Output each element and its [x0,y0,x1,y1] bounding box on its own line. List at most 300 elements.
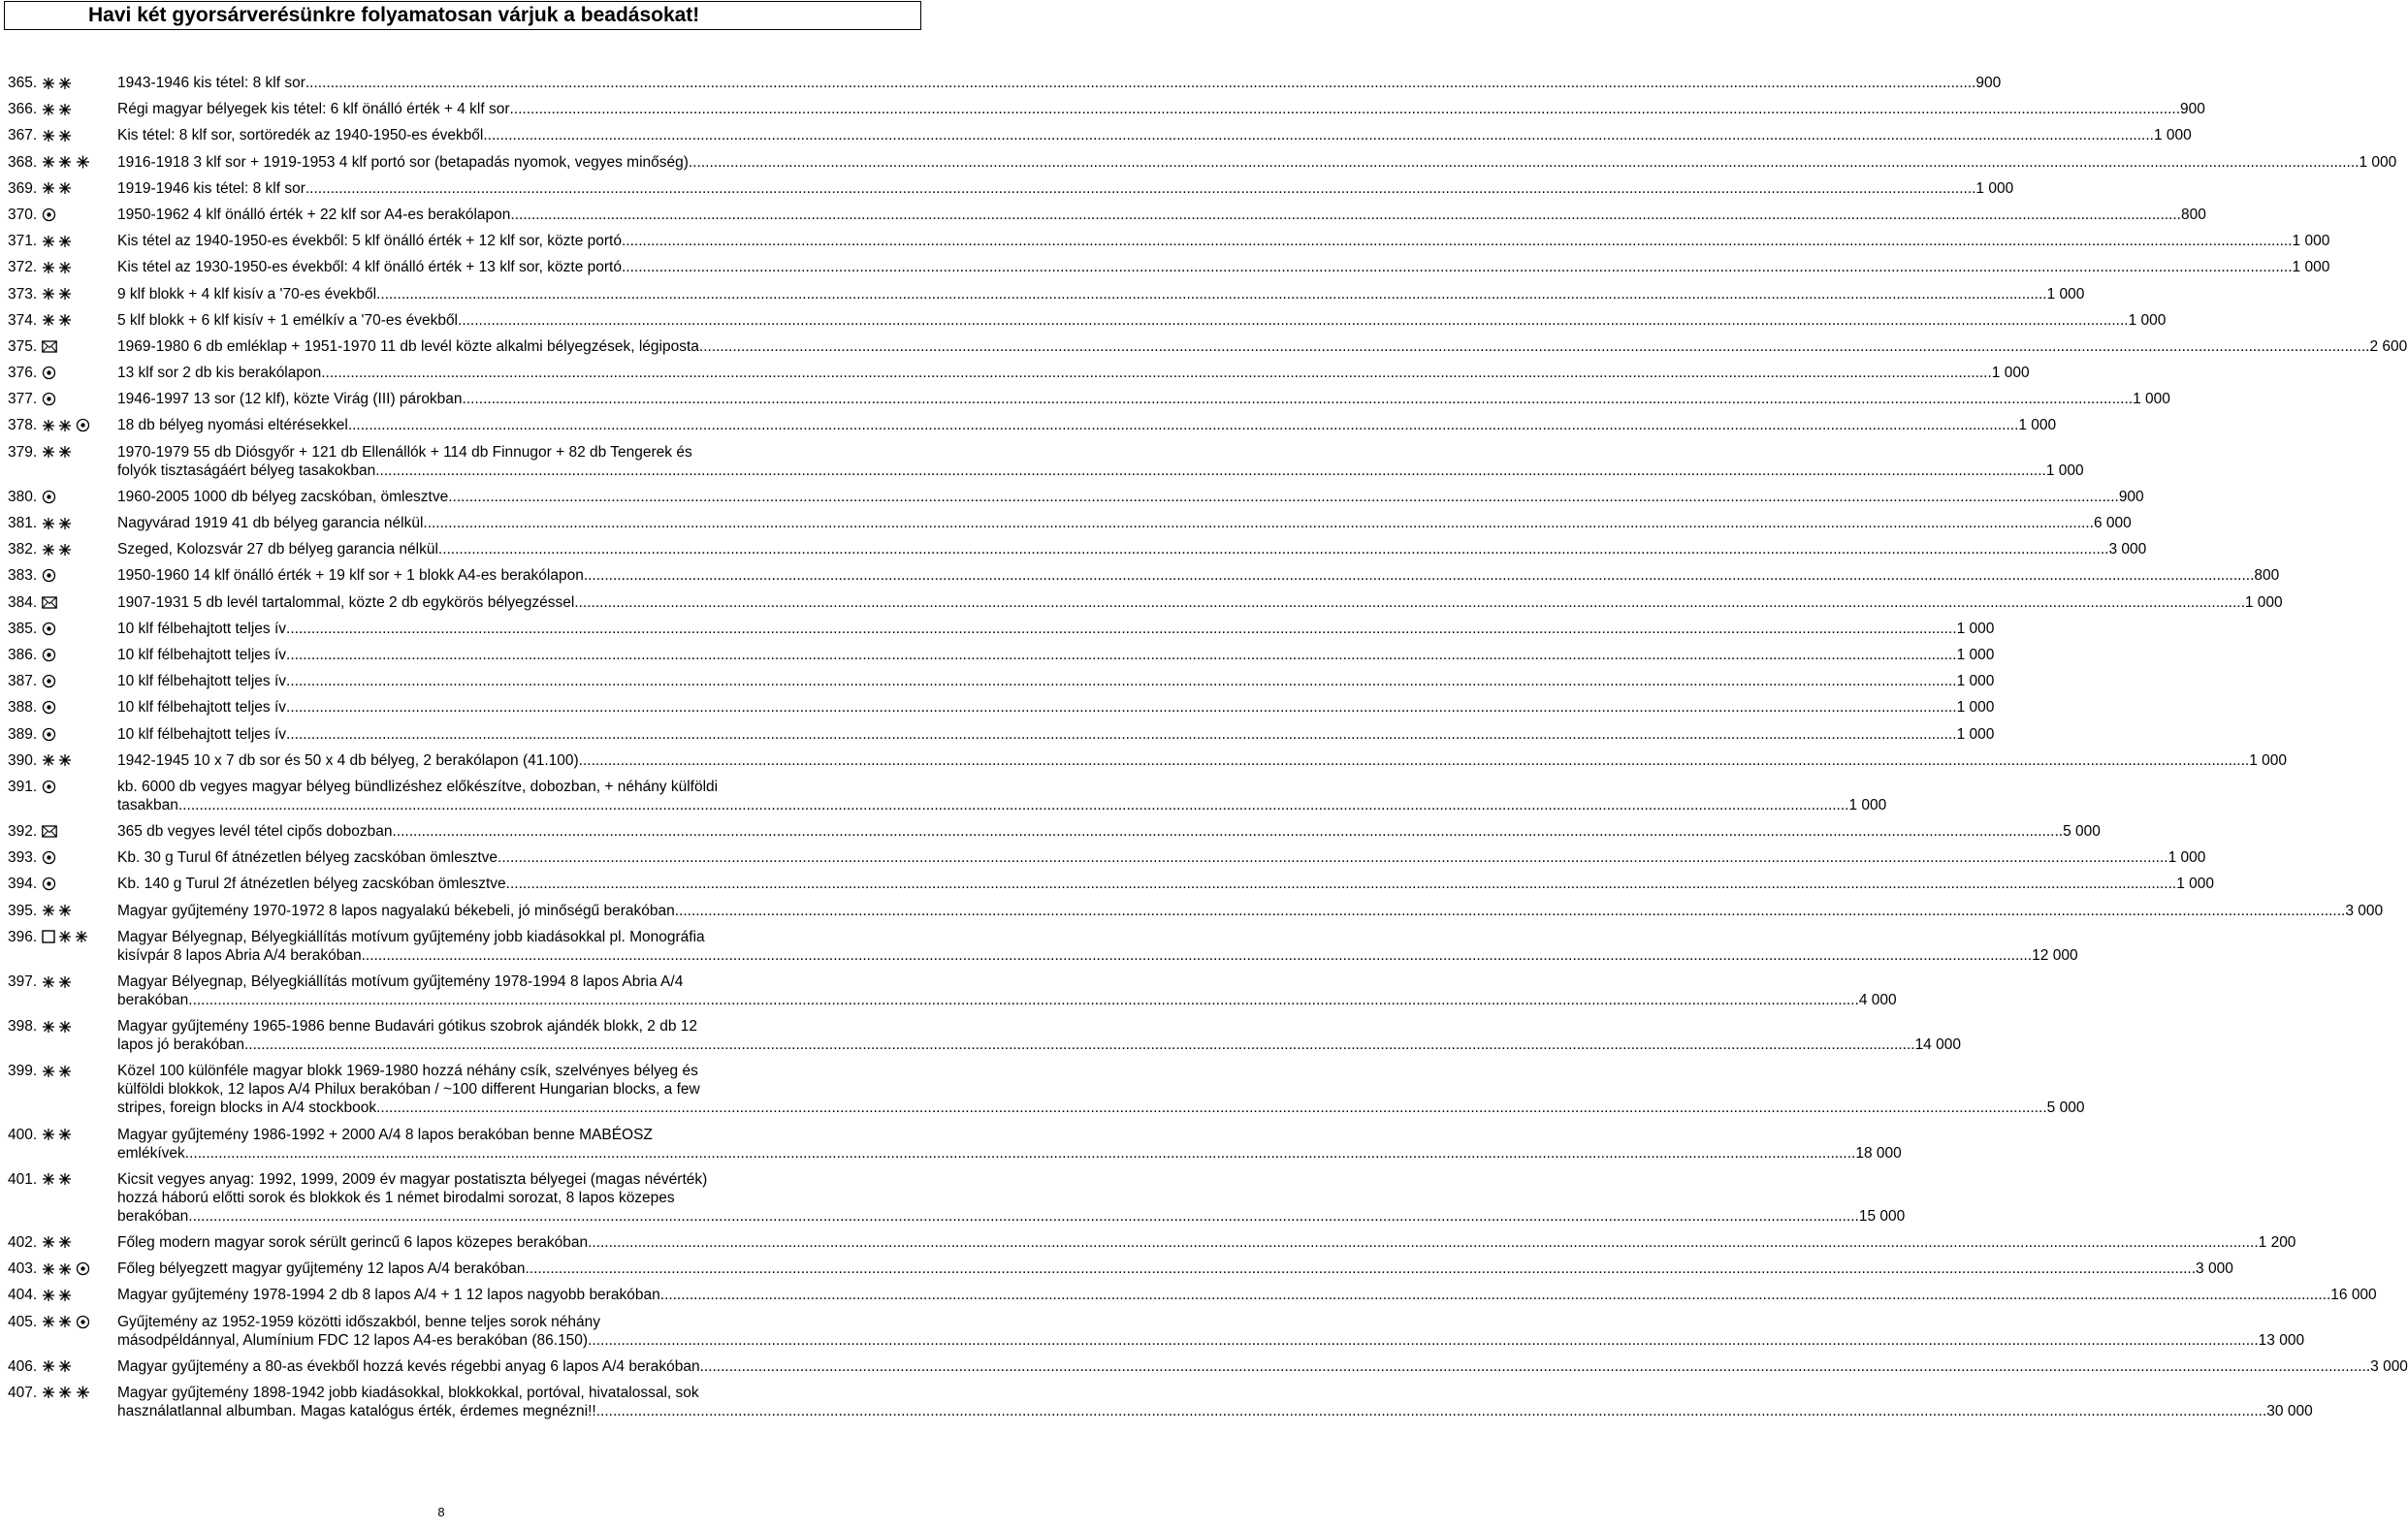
lot-item [0,1233,2296,1252]
lot-item [0,593,2283,612]
mint-hinged-icon [42,129,76,143]
lot-item [0,540,2147,558]
lot-description-line: Közel 100 különféle magyar blokk 1969-1980 hozzá néhány csík, szelvényes bélyeg és [117,1063,698,1080]
lot-description-text: 10 klf félbehajtott teljes ív [117,725,287,743]
lot-description-line: Magyar Bélyegnap, Bélyegkiállítás motívum gyűjtemény jobb kiadásokkal pl. Monográfia [117,928,705,945]
lot-condition-icons [42,1064,76,1078]
lot-item [0,1357,2408,1376]
dot-leader: ................................................................................................................................................................................................................................................................................................................................................................................................................ [510,206,2181,223]
lot-description [117,972,1897,1009]
lot-description-text: használatlannal albumban. Magas katalógus érték, érdemes megnézni!! [117,1402,596,1419]
lot-item [0,1126,1902,1163]
lot-description-line: 1970-1979 55 db Diósgyőr + 121 db Ellenállók + 114 db Finnugor + 82 db Tengerek és [117,443,692,461]
lot-number: 396. [8,928,38,945]
lot-description-text: 13 klf sor 2 db kis berakólapon [117,365,322,382]
lot-number: 379. [8,443,38,461]
lot-condition-icons [42,648,59,662]
lot-condition-icons [42,1315,93,1329]
lot-number: 392. [8,823,38,841]
lot-item [0,1313,2305,1350]
lot-description-line [117,153,2397,172]
lot-description-line [117,390,2170,408]
lot-description-text: Főleg bélyegzett magyar gyűjtemény 12 lapos A/4 berakóban [117,1260,526,1278]
lot-description-line [117,566,2280,585]
lot-description-line [117,100,2205,118]
mint-hinged-icon [42,103,76,116]
lot-number: 395. [8,902,38,919]
lot-description-line [117,1233,2296,1252]
lot-price: 16 000 [2330,1287,2377,1304]
lot-description-text: berakóban [117,1207,189,1225]
lot-description [117,672,1995,690]
lot-description [117,1170,1906,1226]
lot-description-text: Kis tétel az 1940-1950-es évekből: 5 klf önálló érték + 12 klf sor, közte portó [117,233,622,250]
lot-description-line [117,1144,1902,1163]
lot-description-text: 1969-1980 6 db emléklap + 1951-1970 11 db levél közte alkalmi bélyegzések, légiposta [117,337,699,355]
lot-price: 1 000 [2153,127,2192,144]
lot-price: 800 [2180,206,2206,223]
lot-condition-icons [42,727,59,742]
used-icon [42,490,59,504]
lot-item [0,822,2101,841]
used-icon [42,366,59,380]
dot-leader: ................................................................................................................................................................................................................................................................................................................................................................................................................ [483,127,2154,144]
dot-leader: ................................................................................................................................................................................................................................................................................................................................................................................................................ [376,285,2047,303]
lot-number: 402. [8,1233,38,1251]
lot-price: 12 000 [2032,946,2078,964]
lot-description [117,153,2397,172]
lot-description-line [117,1357,2408,1376]
mint-hinged-icon [42,1065,76,1078]
lot-description-line [117,179,2014,198]
lot-description-line [117,206,2206,224]
dot-leader: ................................................................................................................................................................................................................................................................................................................................................................................................................ [509,101,2181,118]
lot-description-line [117,875,2215,893]
lot-item [0,1062,2085,1117]
lot-number: 394. [8,876,38,893]
used-icon [42,700,59,715]
lot-condition-icons [42,595,60,610]
lot-item [0,206,2206,224]
lot-price: 15 000 [1858,1207,1906,1225]
dot-leader: ................................................................................................................................................................................................................................................................................................................................................................................................................ [375,462,2046,479]
lot-number: 387. [8,673,38,690]
lot-description [117,100,2205,118]
dot-leader: ................................................................................................................................................................................................................................................................................................................................................................................................................ [588,1233,2259,1251]
mint-hinged-icon [42,445,76,459]
lot-description [117,778,1887,814]
lot-description-text: 1943-1946 kis tétel: 8 klf sor [117,75,305,91]
lot-condition-icons [42,339,60,354]
lot-price: 900 [2118,488,2144,505]
lot-condition-icons [42,207,59,222]
mint-hinged-icon [42,261,76,274]
lot-item [0,153,2397,172]
lot-description-line [117,902,2384,920]
lot-description-line [117,514,2132,532]
lot-condition-icons [42,700,59,715]
lot-description [117,1384,2313,1420]
lot-description [117,232,2330,250]
lot-description-line [117,698,1995,717]
lot-condition-icons [42,366,59,380]
mint-hinged-icon [42,1289,76,1302]
lot-condition-icons [42,780,59,794]
lot-description [117,928,2078,965]
lot-description-line [117,796,1887,814]
lot-item [0,311,2167,330]
used-icon [76,418,93,432]
mint-hinged-icon [42,904,76,917]
dot-leader: ................................................................................................................................................................................................................................................................................................................................................................................................................ [321,365,1992,382]
lot-item [0,179,2014,198]
dot-leader: ................................................................................................................................................................................................................................................................................................................................................................................................................ [305,75,1976,91]
dot-leader: ................................................................................................................................................................................................................................................................................................................................................................................................................ [286,646,1957,663]
lot-description [117,514,2132,532]
lot-price: 1 000 [2292,259,2330,276]
lot-description [117,848,2206,867]
lot-item [0,902,2384,920]
lot-description-text: Kb. 140 g Turul 2f átnézetlen bélyeg zacskóban ömlesztve [117,876,506,893]
lot-description-line [117,74,2002,92]
lot-number: 398. [8,1018,38,1036]
dot-leader: ................................................................................................................................................................................................................................................................................................................................................................................................................ [286,699,1957,717]
dot-leader: ................................................................................................................................................................................................................................................................................................................................................................................................................ [498,849,2168,867]
dot-leader: ................................................................................................................................................................................................................................................................................................................................................................................................................ [462,391,2134,408]
lot-description-line: Magyar gyűjtemény 1986-1992 + 2000 A/4 8 lapos berakóban benne MABÉOSZ [117,1126,653,1143]
lot-condition-icons [42,287,76,302]
lot-number: 389. [8,725,38,743]
lot-description-line: Kicsit vegyes anyag: 1992, 1999, 2009 év magyar postatiszta bélyegei (magas névérték) [117,1170,708,1188]
lot-description [117,311,2167,330]
used-icon [42,674,59,688]
lot-item [0,672,1995,690]
lot-number: 366. [8,101,38,118]
lot-price: 900 [1975,75,2002,91]
lot-description [117,593,2283,612]
mint-icon [76,1386,93,1399]
lot-description [117,698,1995,717]
lot-condition-icons [42,1172,76,1187]
lot-item [0,390,2170,408]
mint-hinged-icon [42,155,76,169]
lot-price: 1 000 [1956,673,1995,690]
used-icon [76,1261,93,1276]
lot-description [117,822,2101,841]
lot-description-text: 18 db bélyeg nyomási eltérésekkel [117,417,348,434]
dot-leader: ................................................................................................................................................................................................................................................................................................................................................................................................................ [574,593,2245,611]
used-icon [42,392,59,406]
mint-hinged-icon [42,235,76,248]
lot-description-text: másodpéldánnyal, Alumínium FDC 12 lapos A4-es berakóban (86.150) [117,1331,589,1349]
lot-condition-icons [42,490,59,504]
used-icon [42,877,59,891]
lot-number: 372. [8,259,38,276]
mint-hinged-icon [42,517,76,530]
lot-condition-icons [42,102,76,116]
lot-number: 403. [8,1260,38,1278]
lot-number: 399. [8,1063,38,1080]
dot-leader: ................................................................................................................................................................................................................................................................................................................................................................................................................ [698,337,2370,355]
box-icon [42,930,58,943]
dot-leader: ................................................................................................................................................................................................................................................................................................................................................................................................................ [423,515,2094,531]
dot-leader: ................................................................................................................................................................................................................................................................................................................................................................................................................ [286,673,1957,690]
lot-description-text: 1946-1997 13 sor (12 klf), közte Virág (III) párokban [117,391,463,408]
lot-description [117,540,2147,558]
lot-item [0,725,1995,744]
lot-price: 1 000 [2167,849,2206,867]
lot-description [117,285,2085,303]
lot-condition-icons [42,418,93,432]
lot-number: 375. [8,337,38,355]
lot-description-text: Szeged, Kolozsvár 27 db bélyeg garancia nélkül [117,541,438,558]
dot-leader: ................................................................................................................................................................................................................................................................................................................................................................................................................ [458,311,2129,329]
lot-description [117,179,2014,198]
lot-description [117,126,2192,144]
page-number: 8 [437,1505,445,1519]
lot-price: 1 000 [2046,285,2085,303]
lot-price: 1 000 [1956,699,1995,717]
lot-description-line [117,1331,2305,1350]
lot-description-text: Kb. 30 g Turul 6f átnézetlen bélyeg zacskóban ömlesztve [117,849,498,867]
lot-description [117,390,2170,408]
lot-description-line [117,285,2085,303]
lot-price: 1 000 [2128,311,2167,329]
lot-description [117,74,2002,92]
mint-hinged-icon [42,1315,76,1328]
lot-description-text: Régi magyar bélyegek kis tétel: 6 klf önálló érték + 4 klf sor [117,101,510,118]
lot-item [0,646,1995,664]
lot-price: 13 000 [2258,1331,2305,1349]
lot-price: 1 000 [1956,725,1995,743]
mint-hinged-icon [42,543,76,557]
lot-price: 1 000 [1956,620,1995,637]
lot-item [0,285,2085,303]
lot-item [0,443,2084,480]
lot-description-text: folyók tisztaságáért bélyeg tasakokban [117,462,376,479]
lot-number: 384. [8,593,38,611]
lot-condition-icons [42,445,76,460]
lot-description-text: 10 klf félbehajtott teljes ív [117,620,287,637]
lot-description-text: Magyar gyűjtemény 1970-1972 8 lapos nagyalakú békebeli, jó minőségű berakóban [117,902,675,919]
lot-item [0,848,2206,867]
mint-hinged-icon [42,1262,76,1276]
mint-hinged-icon [42,1172,76,1186]
lot-description-line: hozzá háború előtti sorok és blokkok és 1 német birodalmi sorozat, 8 lapos közepes [117,1189,675,1206]
lot-description [117,488,2144,506]
lot-description-text: 365 db vegyes levél tétel cipős dobozban [117,823,393,841]
dot-leader: ................................................................................................................................................................................................................................................................................................................................................................................................................ [392,823,2064,841]
dot-leader: ................................................................................................................................................................................................................................................................................................................................................................................................................ [177,796,1849,813]
lot-condition-icons [42,260,76,274]
lot-condition-icons [42,76,76,90]
lot-number: 400. [8,1126,38,1143]
dot-leader: ................................................................................................................................................................................................................................................................................................................................................................................................................ [286,725,1957,743]
dot-leader: ................................................................................................................................................................................................................................................................................................................................................................................................................ [659,1287,2331,1304]
lot-condition-icons [42,234,76,248]
lot-condition-icons [42,622,59,636]
lot-description-line [117,725,1995,744]
dot-leader: ................................................................................................................................................................................................................................................................................................................................................................................................................ [244,1036,1915,1054]
dot-leader: ................................................................................................................................................................................................................................................................................................................................................................................................................ [505,876,2177,893]
lot-description [117,1233,2296,1252]
dot-leader: ................................................................................................................................................................................................................................................................................................................................................................................................................ [578,751,2250,769]
lot-number: 374. [8,311,38,329]
lot-description-line [117,364,2030,382]
mint-hinged-icon [42,77,76,90]
lot-condition-icons [42,877,59,891]
envelope-icon [42,596,60,609]
mint-hinged-icon [42,1235,76,1249]
lot-description-text: Magyar gyűjtemény a 80-as évekből hozzá kevés régebbi anyag 6 lapos A/4 berakóban [117,1357,700,1375]
lot-description [117,1313,2305,1350]
lot-item [0,1384,2313,1420]
dot-leader: ................................................................................................................................................................................................................................................................................................................................................................................................................ [188,992,1859,1008]
lot-price: 800 [2254,567,2280,585]
header-banner [4,1,921,30]
lot-condition-icons [42,974,76,989]
dot-leader: ................................................................................................................................................................................................................................................................................................................................................................................................................ [305,179,1976,197]
lot-price: 5 000 [2046,1100,2085,1117]
lot-item [0,514,2132,532]
envelope-icon [42,825,60,838]
lot-price: 1 000 [1975,179,2014,197]
lot-description [117,620,1995,638]
lot-item [0,1259,2233,1278]
lot-description-line [117,1259,2233,1278]
mint-hinged-icon [42,313,76,327]
lot-description-text: Kis tétel: 8 klf sor, sortöredék az 1940-1950-es évekből [117,127,484,144]
dot-leader: ................................................................................................................................................................................................................................................................................................................................................................................................................ [184,1144,1856,1162]
lot-price: 1 000 [2045,462,2084,479]
mint-hinged-icon [42,419,76,432]
lot-item [0,364,2030,382]
lot-item [0,258,2330,276]
lot-condition-icons [42,516,76,530]
lot-description-line: Magyar gyűjtemény 1965-1986 benne Budavári gótikus szobrok ajándék blokk, 2 db 12 [117,1018,697,1036]
lot-price: 1 000 [2176,876,2215,893]
lot-number: 381. [8,515,38,531]
dot-leader: ................................................................................................................................................................................................................................................................................................................................................................................................................ [674,902,2346,919]
dot-leader: ................................................................................................................................................................................................................................................................................................................................................................................................................ [583,567,2255,585]
lot-description-line [117,620,1995,638]
lot-number: 369. [8,179,38,197]
lot-condition-icons [42,930,92,944]
used-icon [42,727,59,742]
dot-leader: ................................................................................................................................................................................................................................................................................................................................................................................................................ [621,233,2293,250]
lot-description-line [117,1036,1961,1054]
lot-description [117,206,2206,224]
mint-hinged-icon [42,1128,76,1141]
lot-price: 3 000 [2370,1357,2408,1375]
lot-description [117,337,2408,356]
lot-item [0,1170,1906,1226]
lot-number: 367. [8,127,38,144]
lot-number: 393. [8,849,38,867]
lot-price: 1 000 [2018,417,2057,434]
lot-item [0,698,1995,717]
lot-description-line: Magyar gyűjtemény 1898-1942 jobb kiadásokkal, blokkokkal, portóval, hivatalossal, sok [117,1384,699,1401]
lot-description-text: 1960-2005 1000 db bélyeg zacskóban, ömlesztve [117,488,449,505]
lot-condition-icons [42,542,76,557]
lot-description [117,566,2280,585]
lot-number: 371. [8,233,38,250]
lot-description-text: tasakban [117,796,178,813]
lot-description-line [117,593,2283,612]
mint-hinged-icon [42,1386,76,1399]
lot-description-line [117,540,2147,558]
dot-leader: ................................................................................................................................................................................................................................................................................................................................................................................................................ [437,541,2109,558]
mint-hinged-icon [42,753,76,767]
lot-item [0,337,2408,356]
lot-item [0,566,2280,585]
header-title: Havi két gyorsárverésünkre folyamatosan várjuk a beadásokat! [88,4,700,26]
lot-item [0,232,2330,250]
lot-item [0,488,2144,506]
lot-description-text: berakóban [117,992,189,1008]
lot-description-text: 5 klf blokk + 6 klf kisív + 1 emélkív a '70-es évekből [117,311,459,329]
lot-condition-icons [42,1386,93,1400]
lot-condition-icons [42,1288,76,1302]
lot-price: 900 [2180,101,2205,118]
lot-condition-icons [42,128,76,143]
lot-item [0,416,2057,434]
dot-leader: ................................................................................................................................................................................................................................................................................................................................................................................................................ [699,1357,2371,1375]
lot-item [0,620,1995,638]
lot-description-text: 1907-1931 5 db levél tartalommal, közte 2 db egykörös bélyegzéssel [117,593,575,611]
lot-price: 3 000 [2108,541,2147,558]
lot-condition-icons [42,313,76,328]
lot-description-line [117,822,2101,841]
lot-description-text: 1942-1945 10 x 7 db sor és 50 x 4 db bélyeg, 2 berakólapon (41.100) [117,751,579,769]
used-icon [42,207,59,222]
lot-number: 391. [8,778,38,795]
lot-description [117,443,2084,480]
dot-leader: ................................................................................................................................................................................................................................................................................................................................................................................................................ [376,1100,2047,1117]
lot-description-text: stripes, foreign blocks in A/4 stockbook [117,1100,377,1117]
lot-condition-icons [42,1019,76,1034]
lot-description-text: 9 klf blokk + 4 klf kisív a '70-es évekből [117,285,377,303]
lot-number: 386. [8,646,38,663]
lot-item [0,1286,2377,1304]
lot-description-text: Főleg modern magyar sorok sérült gerincű 6 lapos közepes berakóban [117,1233,589,1251]
lot-number: 380. [8,488,38,505]
lot-condition-icons [42,1261,93,1276]
lot-description-line: Gyűjtemény az 1952-1959 közötti időszakból, benne teljes sorok néhány [117,1313,601,1330]
lot-condition-icons [42,904,76,918]
lot-description [117,646,1995,664]
lot-item [0,972,1897,1009]
lot-price: 1 000 [1848,796,1887,813]
lot-price: 3 000 [2345,902,2384,919]
mint-icon [76,155,93,169]
lot-description-line [117,337,2408,356]
lot-description [117,258,2330,276]
lot-description [117,1126,1902,1163]
lot-price: 1 000 [2133,391,2170,408]
lot-description-line: Magyar Bélyegnap, Bélyegkiállítás motívum gyűjtemény 1978-1994 8 lapos Abria A/4 [117,973,684,990]
lot-number: 382. [8,541,38,558]
lot-description-line [117,126,2192,144]
mint-hinged-icon [42,975,76,989]
lot-description [117,751,2288,770]
lot-condition-icons [42,753,76,768]
lot-number: 397. [8,973,38,990]
dot-leader: ................................................................................................................................................................................................................................................................................................................................................................................................................ [588,1331,2259,1349]
lot-description-text: Magyar gyűjtemény 1978-1994 2 db 8 lapos A/4 + 1 12 lapos nagyobb berakóban [117,1287,660,1304]
lot-price: 6 000 [2093,515,2132,531]
lot-item [0,778,1887,814]
